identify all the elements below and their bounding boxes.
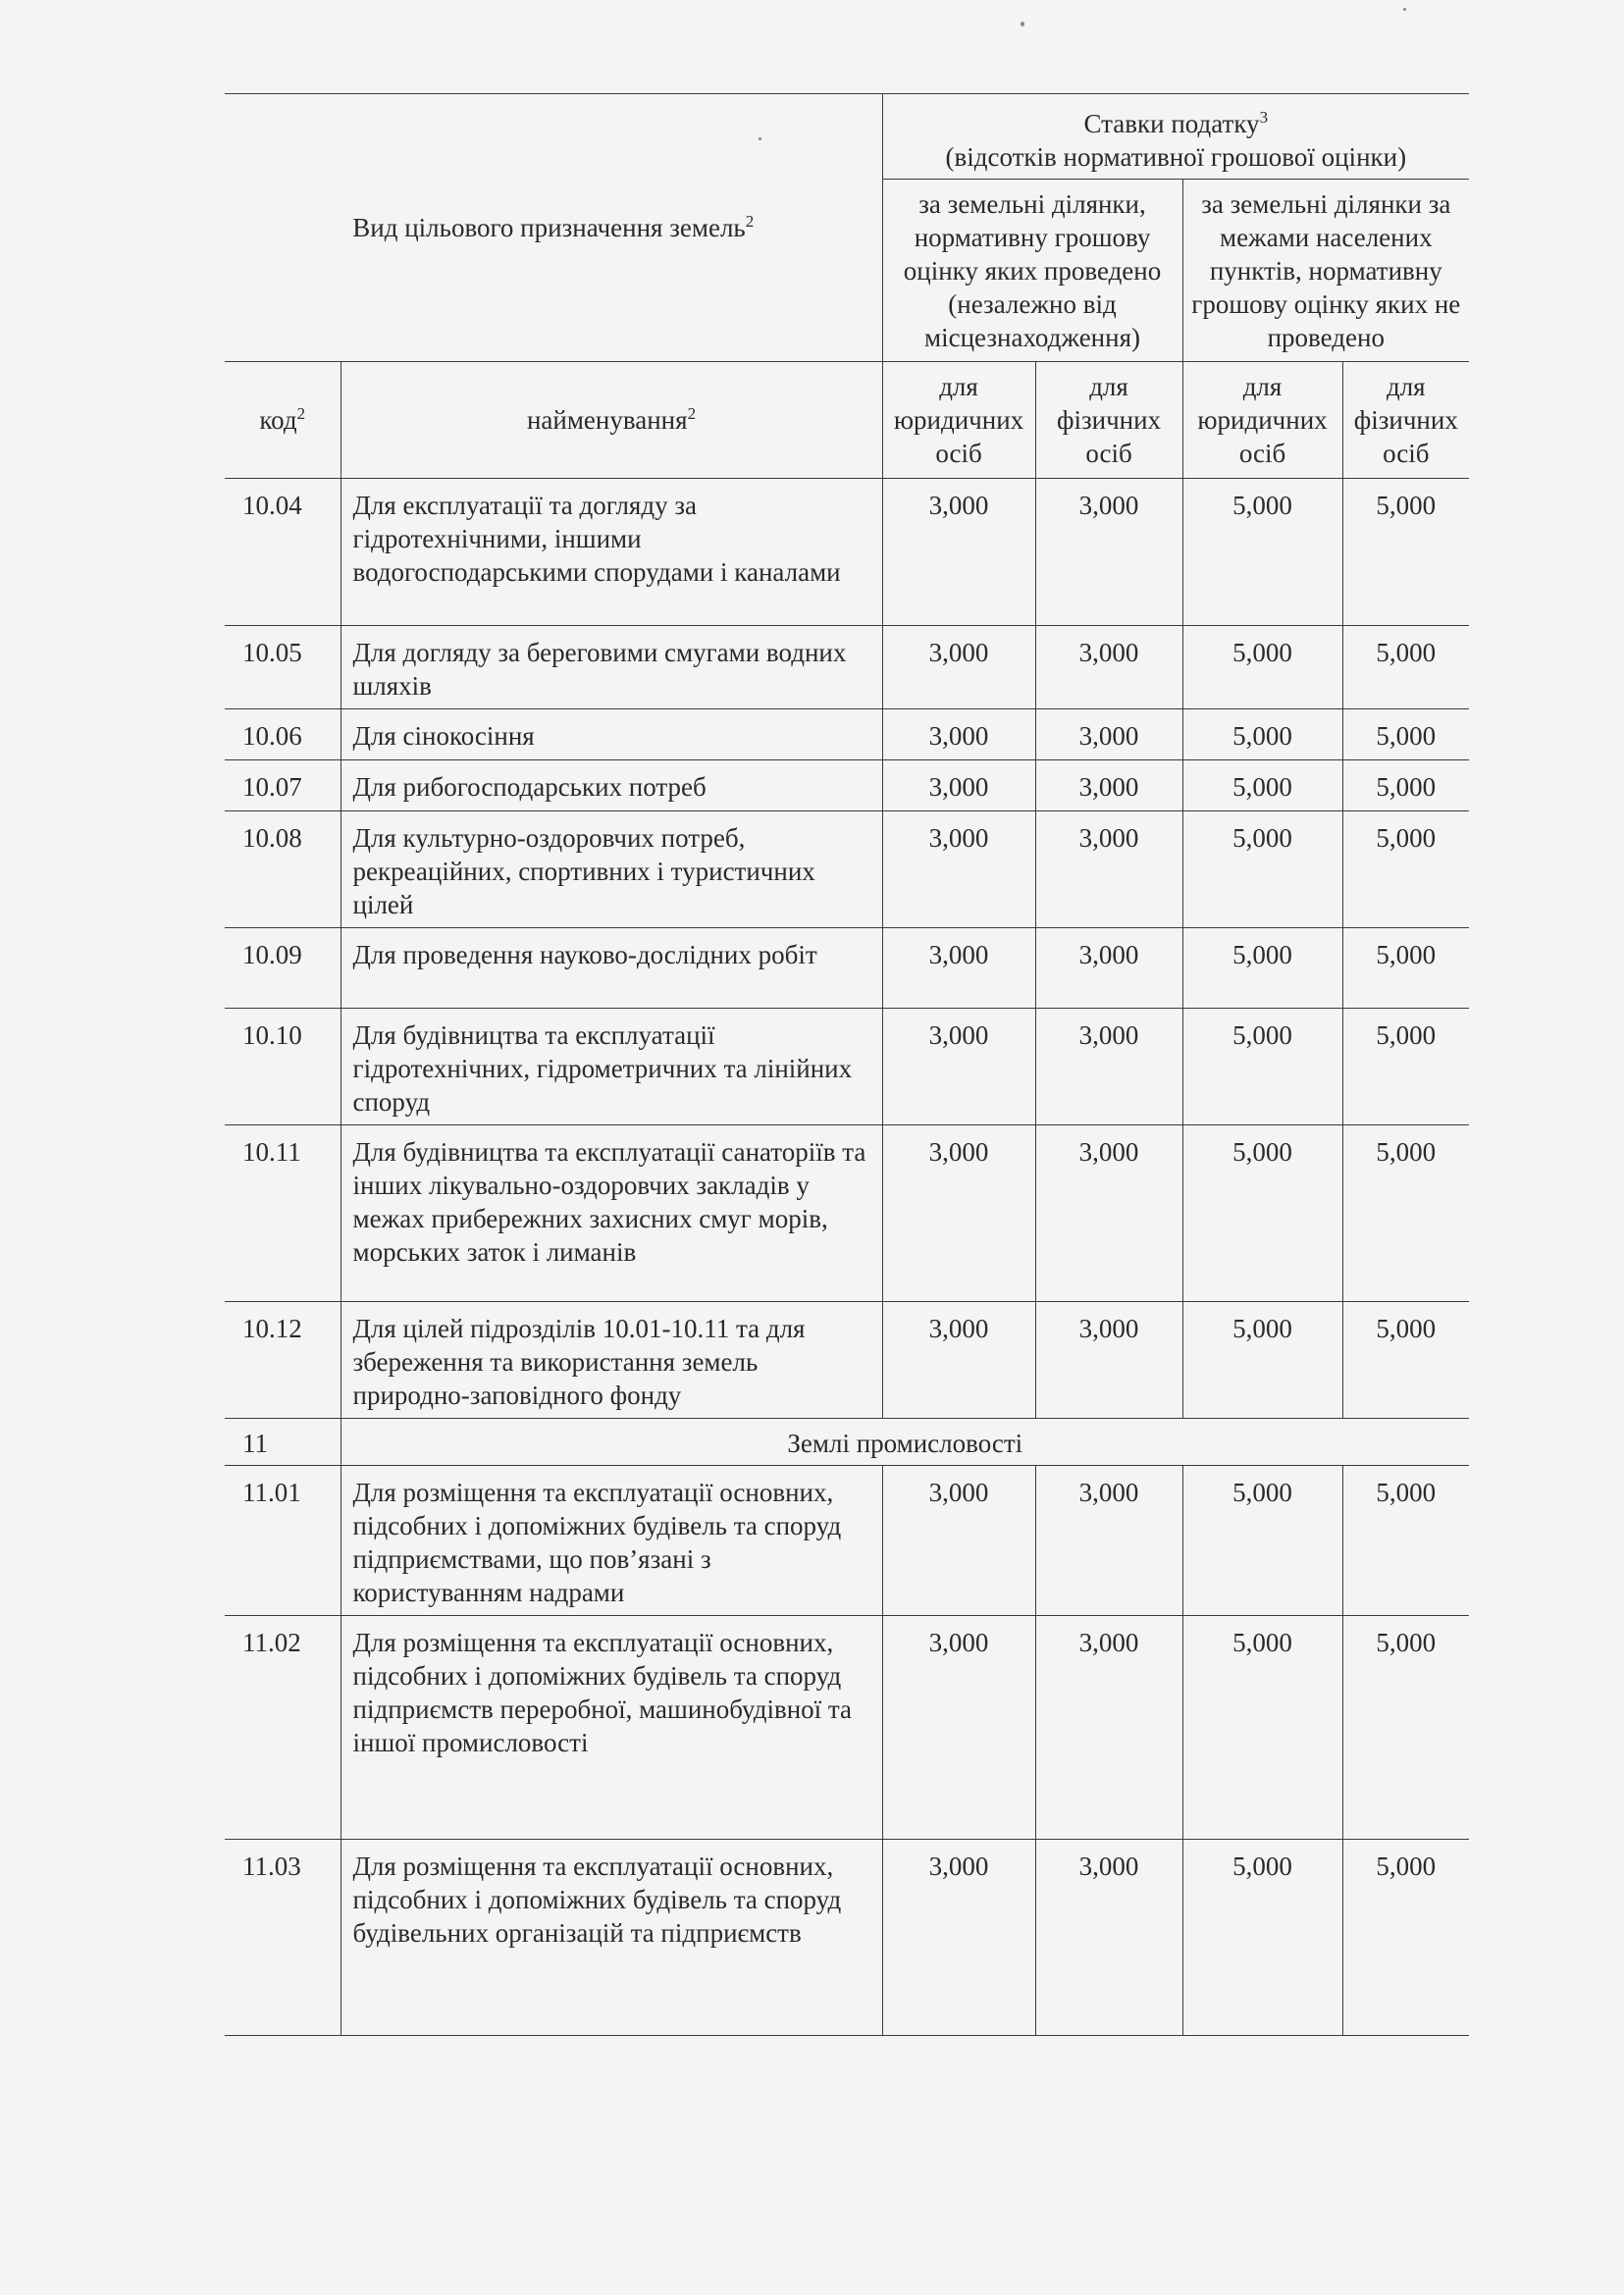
rate-physical-assessed: 3,000 [1035, 709, 1182, 760]
rate-legal-assessed: 3,000 [882, 1840, 1035, 2036]
row-code: 11.02 [225, 1616, 341, 1840]
row-name: Для культурно-оздоровчих потреб, рекреаційних, спортивних і туристичних цілей [341, 811, 882, 928]
purpose-type-header [225, 94, 882, 362]
rate-physical-assessed: 3,000 [1035, 928, 1182, 1009]
row-name: Для будівництва та експлуатації гідротехнічних, гідрометричних та лінійних споруд [341, 1009, 882, 1125]
rate-legal-not-assessed: 5,000 [1182, 709, 1342, 760]
table-row [225, 1125, 1469, 1302]
table-row [225, 811, 1469, 928]
rate-physical-assessed: 3,000 [1035, 626, 1182, 709]
row-code: 10.11 [225, 1125, 341, 1302]
rate-legal-not-assessed: 5,000 [1182, 928, 1342, 1009]
row-code: 10.12 [225, 1302, 341, 1419]
row-code: 11.01 [225, 1466, 341, 1616]
rate-physical-assessed: 3,000 [1035, 760, 1182, 811]
rate-physical-not-assessed: 5,000 [1342, 1125, 1469, 1302]
rate-legal-assessed: 3,000 [882, 626, 1035, 709]
rate-legal-not-assessed: 5,000 [1182, 479, 1342, 626]
legal-persons-header-2: для юридичних осіб [1182, 362, 1342, 479]
rate-legal-not-assessed: 5,000 [1182, 1466, 1342, 1616]
row-name: Для розміщення та експлуатації основних, підсобних і допоміжних будівель та споруд підприємств переробної, машинобудівної та іншої промисловості [341, 1616, 882, 1840]
legal-persons-header-1: для юридичних осіб [882, 362, 1035, 479]
tax-rates-table [225, 93, 1469, 2036]
row-code: 10.07 [225, 760, 341, 811]
tax-rates-sublabel: (відсотків нормативної грошової оцінки) [945, 142, 1407, 172]
rate-legal-assessed: 3,000 [882, 1616, 1035, 1840]
row-code: 10.10 [225, 1009, 341, 1125]
rate-physical-assessed: 3,000 [1035, 1125, 1182, 1302]
rate-legal-not-assessed: 5,000 [1182, 811, 1342, 928]
table-row [225, 928, 1469, 1009]
row-name: Для експлуатації та догляду за гідротехнічними, іншими водогосподарськими спорудами і каналами [341, 479, 882, 626]
rate-physical-not-assessed: 5,000 [1342, 626, 1469, 709]
rate-physical-assessed: 3,000 [1035, 1840, 1182, 2036]
rate-physical-not-assessed: 5,000 [1342, 760, 1469, 811]
table-row [225, 479, 1469, 626]
rate-legal-assessed: 3,000 [882, 928, 1035, 1009]
rate-legal-assessed: 3,000 [882, 760, 1035, 811]
rate-physical-not-assessed: 5,000 [1342, 1840, 1469, 2036]
rate-physical-not-assessed: 5,000 [1342, 928, 1469, 1009]
rate-legal-assessed: 3,000 [882, 709, 1035, 760]
rate-physical-assessed: 3,000 [1035, 479, 1182, 626]
table-row [225, 709, 1469, 760]
rate-legal-not-assessed: 5,000 [1182, 1302, 1342, 1419]
rate-legal-assessed: 3,000 [882, 1466, 1035, 1616]
row-name: Для будівництва та експлуатації санаторіїв та інших лікувально-оздоровчих закладів у межах прибережних захисних смуг морів, морських заток і лиманів [341, 1125, 882, 1302]
rate-physical-assessed: 3,000 [1035, 1302, 1182, 1419]
rate-legal-not-assessed: 5,000 [1182, 1009, 1342, 1125]
code-label: код [259, 405, 297, 435]
row-code: 10.08 [225, 811, 341, 928]
rate-legal-assessed: 3,000 [882, 1125, 1035, 1302]
row-name: Для розміщення та експлуатації основних, підсобних і допоміжних будівель та споруд підприємствами, що пов’язані з користуванням надрами [341, 1466, 882, 1616]
rate-physical-not-assessed: 5,000 [1342, 479, 1469, 626]
rate-physical-assessed: 3,000 [1035, 1009, 1182, 1125]
table-row [225, 1616, 1469, 1840]
name-label: найменування [526, 405, 688, 435]
tax-rates-label: Ставки податку [1083, 109, 1260, 138]
row-code: 10.06 [225, 709, 341, 760]
section-row [225, 1419, 1469, 1466]
rate-physical-not-assessed: 5,000 [1342, 1466, 1469, 1616]
not-assessed-group-header: за земельні ділянки за межами населених пунктів, нормативну грошову оцінку яких не проведено [1182, 180, 1469, 362]
rate-legal-assessed: 3,000 [882, 479, 1035, 626]
table-row [225, 1840, 1469, 2036]
row-name: Для цілей підрозділів 10.01-10.11 та для збереження та використання земель природно-заповідного фонду [341, 1302, 882, 1419]
scan-speck [1021, 22, 1024, 26]
rate-legal-not-assessed: 5,000 [1182, 760, 1342, 811]
rate-physical-not-assessed: 5,000 [1342, 811, 1469, 928]
rate-legal-assessed: 3,000 [882, 1009, 1035, 1125]
row-name: Для рибогосподарських потреб [341, 760, 882, 811]
rate-physical-not-assessed: 5,000 [1342, 1616, 1469, 1840]
rate-legal-assessed: 3,000 [882, 811, 1035, 928]
row-name: Для проведення науково-дослідних робіт [341, 928, 882, 1009]
physical-persons-header-1: для фізичних осіб [1035, 362, 1182, 479]
footnote-marker: 2 [296, 404, 306, 423]
rate-physical-assessed: 3,000 [1035, 1616, 1182, 1840]
rate-physical-not-assessed: 5,000 [1342, 1009, 1469, 1125]
footnote-marker: 3 [1259, 108, 1269, 127]
purpose-type-label: Вид цільового призначення земель [352, 213, 746, 242]
scan-speck [1403, 8, 1406, 11]
rate-legal-not-assessed: 5,000 [1182, 1125, 1342, 1302]
table-row [225, 1466, 1469, 1616]
section-code: 11 [225, 1419, 341, 1466]
table-row [225, 626, 1469, 709]
rate-physical-assessed: 3,000 [1035, 811, 1182, 928]
footnote-marker: 2 [745, 212, 755, 231]
rate-legal-not-assessed: 5,000 [1182, 1840, 1342, 2036]
rate-legal-not-assessed: 5,000 [1182, 1616, 1342, 1840]
footnote-marker: 2 [687, 404, 697, 423]
rate-physical-not-assessed: 5,000 [1342, 709, 1469, 760]
section-title: Землі промисловості [341, 1419, 1469, 1466]
row-code: 11.03 [225, 1840, 341, 2036]
code-header [225, 362, 341, 479]
row-name: Для розміщення та експлуатації основних, підсобних і допоміжних будівель та споруд будівельних організацій та підприємств [341, 1840, 882, 2036]
tax-rates-header [882, 94, 1469, 180]
rate-legal-assessed: 3,000 [882, 1302, 1035, 1419]
table-row [225, 760, 1469, 811]
rate-legal-not-assessed: 5,000 [1182, 626, 1342, 709]
physical-persons-header-2: для фізичних осіб [1342, 362, 1469, 479]
rate-physical-not-assessed: 5,000 [1342, 1302, 1469, 1419]
row-name: Для сінокосіння [341, 709, 882, 760]
table-row [225, 1009, 1469, 1125]
row-code: 10.09 [225, 928, 341, 1009]
name-header [341, 362, 882, 479]
row-code: 10.05 [225, 626, 341, 709]
row-code: 10.04 [225, 479, 341, 626]
row-name: Для догляду за береговими смугами водних шляхів [341, 626, 882, 709]
assessed-group-header: за земельні ділянки, нормативну грошову оцінку яких проведено (незалежно від місцезнаходження) [882, 180, 1182, 362]
rate-physical-assessed: 3,000 [1035, 1466, 1182, 1616]
table-row [225, 1302, 1469, 1419]
